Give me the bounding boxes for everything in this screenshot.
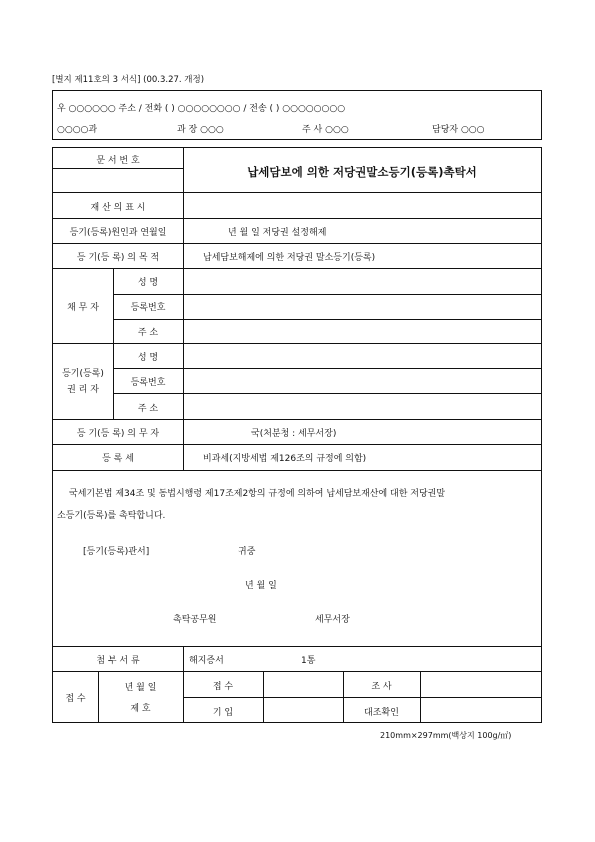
body-line-2: 소등기(등록)를 촉탁합니다. bbox=[57, 511, 166, 521]
section-chief: 과 장 ○○○ bbox=[177, 125, 224, 135]
attachments-count: 1통 bbox=[301, 656, 316, 666]
creditor-address-label: 주 소 bbox=[137, 404, 159, 414]
tax-label: 등 록 세 bbox=[102, 454, 134, 464]
paper-spec: 210mm×297mm(백상지 100g/㎡) bbox=[380, 731, 512, 740]
address-box bbox=[52, 90, 542, 140]
creditor-label-1: 등기(등록) bbox=[62, 369, 104, 379]
entry-col: 기 입 bbox=[212, 708, 234, 718]
form-title: 납세담보에 의한 저당권말소등기(등록)촉탁서 bbox=[247, 165, 477, 179]
purpose-value: 납세담보해제에 의한 저당권 말소등기(등록) bbox=[203, 253, 376, 263]
addressee: [등기(등록)관서] bbox=[83, 547, 150, 557]
property-label: 재 산 의 표 시 bbox=[90, 203, 146, 213]
tax-value: 비과세(지방세법 제126조의 규정에 의함) bbox=[203, 454, 367, 464]
date-label: 년 월 일 bbox=[124, 683, 157, 693]
obligor-label: 등 기(등 록) 의 무 자 bbox=[76, 429, 160, 439]
creditor-regno-label: 등록번호 bbox=[130, 378, 166, 388]
attachments-value: 해지증서 bbox=[189, 656, 224, 666]
address-line: 우 ○○○○○○ 주소 / 전화 ( ) ○○○○○○○○ / 전송 ( ) ○○○○○○○○ bbox=[57, 104, 346, 114]
tax-office-head: 세무서장 bbox=[315, 615, 350, 625]
honorific: 귀중 bbox=[238, 547, 256, 557]
receipt-col: 접 수 bbox=[212, 682, 234, 692]
cause-value: 년 월 일 저당권 설정해제 bbox=[228, 228, 327, 238]
creditor-label-2: 권 리 자 bbox=[67, 385, 99, 395]
commission-form bbox=[52, 147, 542, 723]
debtor-regno-label: 등록번호 bbox=[130, 303, 166, 313]
date-line: 년 월 일 bbox=[245, 581, 277, 591]
form-reference: [별지 제11호의 3 서식] (00.3.27. 개정) bbox=[52, 75, 205, 85]
auditor: 주 사 ○○○ bbox=[302, 125, 349, 135]
debtor-name-label: 성 명 bbox=[137, 278, 159, 288]
verify-col: 대조확인 bbox=[364, 708, 399, 718]
debtor-label: 채 무 자 bbox=[67, 303, 99, 313]
purpose-label: 등 기(등 록) 의 목 적 bbox=[76, 253, 160, 263]
creditor-name-label: 성 명 bbox=[137, 353, 159, 363]
body-line-1: 국세기본법 제34조 및 동법시행령 제17조제2항의 규정에 의하여 납세담보재산에 대한 저당권말 bbox=[69, 489, 446, 499]
attachments-label: 첨 부 서 류 bbox=[96, 656, 140, 666]
number-label: 제 호 bbox=[130, 704, 151, 714]
investigate-col: 조 사 bbox=[371, 682, 392, 692]
officer: 담당자 ○○○ bbox=[432, 125, 485, 135]
department: ○○○○과 bbox=[57, 125, 98, 135]
commission-officer: 촉탁공무원 bbox=[173, 615, 217, 625]
debtor-address-label: 주 소 bbox=[137, 328, 159, 338]
receipt-label: 접 수 bbox=[65, 694, 86, 704]
obligor-value: 국(처분청 : 세무서장) bbox=[251, 429, 337, 439]
doc-number-label: 문 서 번 호 bbox=[96, 156, 140, 166]
cause-label: 등기(등록)원인과 연월일 bbox=[69, 228, 167, 238]
